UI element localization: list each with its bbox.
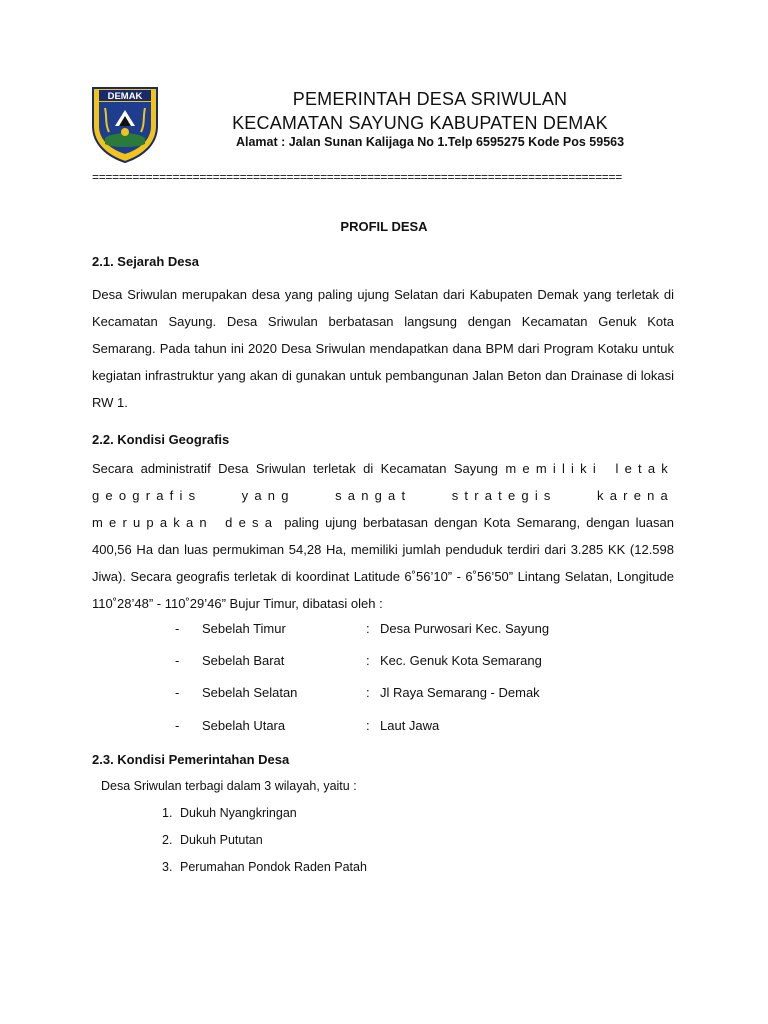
demak-emblem-logo bbox=[91, 86, 159, 164]
boundary-direction: Sebelah Selatan bbox=[202, 685, 298, 700]
sejarah-paragraph: Desa Sriwulan merupakan desa yang paling ujung Selatan dari Kabupaten Demak yang terletak di Kecamatan Sayung. Desa Sriwulan berbatasan langsung dengan Kecamatan Genuk Kota Semarang. Pada tahun ini 2020 Desa Sriwulan mendapatkan dana BPM dari Program Kotaku untuk kegiatan infrastruktur yang akan di gunakan untuk pembangunan Jalan Beton dan Drainase di lokasi RW 1. bbox=[92, 287, 674, 410]
list-dash: - bbox=[175, 718, 180, 733]
geografis-text-b: memiliki letak geografis yang sangat strategis karena merupakan desa bbox=[92, 461, 674, 530]
list-number: 3. bbox=[162, 860, 173, 874]
document-title: PROFIL DESA bbox=[340, 219, 428, 234]
boundary-colon: : bbox=[366, 685, 370, 700]
boundary-colon: : bbox=[366, 718, 370, 733]
list-number: 2. bbox=[162, 833, 173, 847]
list-dash: - bbox=[175, 685, 180, 700]
government-title: PEMERINTAH DESA SRIWULAN bbox=[292, 89, 568, 109]
boundary-place: Desa Purwosari Kec. Sayung bbox=[380, 621, 550, 636]
boundary-direction: Sebelah Timur bbox=[202, 621, 286, 636]
geografis-paragraph bbox=[92, 455, 674, 617]
boundary-place: Kec. Genuk Kota Semarang bbox=[380, 653, 542, 668]
section-heading-sejarah: 2.1. Sejarah Desa bbox=[92, 254, 199, 269]
list-dash: - bbox=[175, 653, 180, 668]
boundary-place: Jl Raya Semarang - Demak bbox=[380, 685, 540, 700]
wilayah-name: Dukuh Nyangkringan bbox=[180, 806, 297, 820]
boundary-direction: Sebelah Barat bbox=[202, 653, 285, 668]
section-heading-geografis: 2.2. Kondisi Geografis bbox=[92, 432, 230, 447]
boundary-colon: : bbox=[366, 621, 370, 636]
list-dash: - bbox=[175, 621, 180, 636]
boundary-row bbox=[0, 621, 768, 641]
geografis-text-a: Secara administratif Desa Sriwulan terletak di Kecamatan Sayung bbox=[92, 461, 498, 476]
section-heading-pemerintahan: 2.3. Kondisi Pemerintahan Desa bbox=[92, 752, 290, 767]
wilayah-name: Perumahan Pondok Raden Patah bbox=[180, 860, 367, 874]
header-separator: =============================================================================== bbox=[92, 170, 622, 184]
boundary-row bbox=[0, 718, 768, 738]
wilayah-name: Dukuh Pututan bbox=[180, 833, 263, 847]
svg-text:DEMAK: DEMAK bbox=[107, 91, 143, 102]
boundary-row bbox=[0, 653, 768, 673]
boundary-place: Laut Jawa bbox=[380, 718, 440, 733]
district-title: KECAMATAN SAYUNG KABUPATEN DEMAK bbox=[232, 113, 608, 133]
list-number: 1. bbox=[162, 806, 173, 820]
geografis-text-c: paling ujung berbatasan dengan Kota Semarang, dengan luasan 400,56 Ha dan luas permukiman 54,28 Ha, memiliki jumlah penduduk terdiri dari 3.285 KK (12.598 Jiwa). Secara geografis terletak di koordinat Latitude 6˚56’10” - 6˚56’50” Lintang Selatan, Longitude 110˚28’48” - 110˚29’46” Bujur Timur, dibatasi oleh : bbox=[92, 515, 674, 611]
boundary-colon: : bbox=[366, 653, 370, 668]
boundary-direction: Sebelah Utara bbox=[202, 718, 286, 733]
office-address: Alamat : Jalan Sunan Kalijaga No 1.Telp 6595275 Kode Pos 59563 bbox=[235, 135, 625, 149]
pemerintahan-intro: Desa Sriwulan terbagi dalam 3 wilayah, yaitu : bbox=[101, 779, 357, 793]
boundary-row bbox=[0, 685, 768, 705]
